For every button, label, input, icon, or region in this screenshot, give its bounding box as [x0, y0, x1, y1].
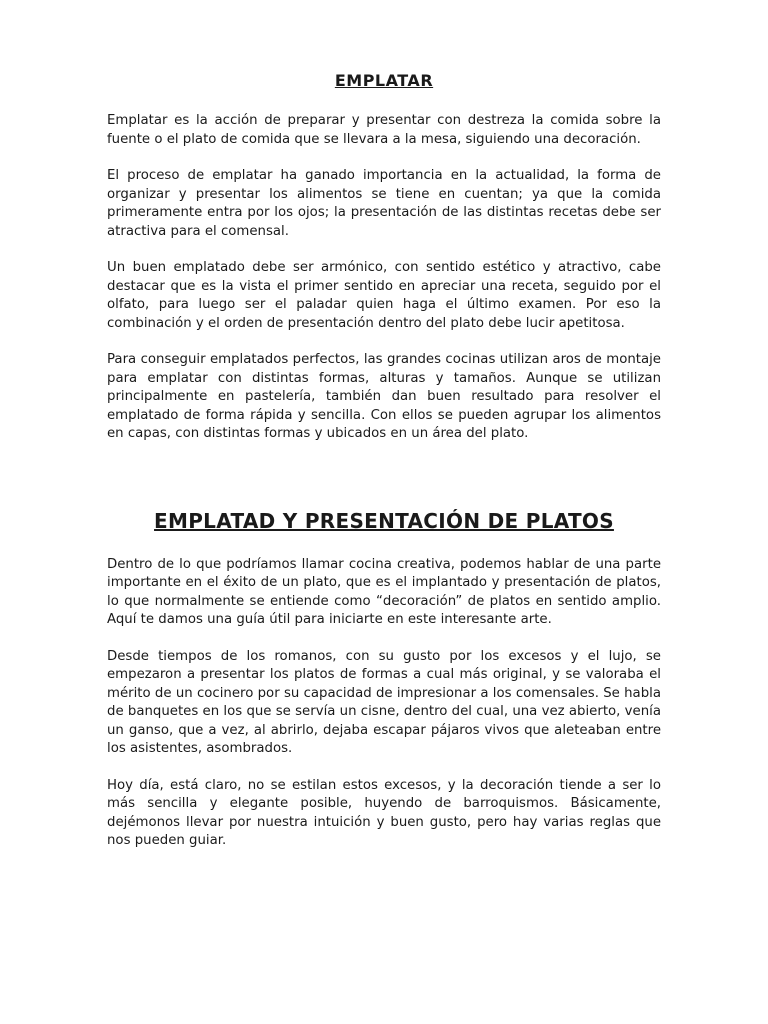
paragraph: Un buen emplatado debe ser armónico, con sentido estético y atractivo, cabe destacar que es la vista el primer sentido en apreciar una receta, seguido por el olfato, para luego ser el paladar quien haga el último examen. Por eso la combinación y el orden de presentación dentro del plato debe lucir apetitosa.	[107, 260, 661, 331]
paragraph: El proceso de emplatar ha ganado importancia en la actualidad, la forma de organizar y presentar los alimentos se tiene en cuentan; ya que la comida primeramente entra por los ojos; la presentación de las distintas recetas debe ser atractiva para el comensal.	[107, 168, 661, 239]
paragraph: Desde tiempos de los romanos, con su gusto por los excesos y el lujo, se empezaron a presentar los platos de formas a cual más original, y se valoraba el mérito de un cocinero por su capacidad de impresionar a los comensales. Se habla de banquetes en los que se servía un cisne, dentro del cual, una vez abierto, venía un ganso, que a vez, al abrirlo, dejaba escapar pájaros vivos que aleteaban entre los asistentes, asombrados.	[107, 648, 661, 756]
paragraph: Para conseguir emplatados perfectos, las grandes cocinas utilizan aros de montaje para emplatar con distintas formas, alturas y tamaños. Aunque se utilizan principalmente en pastelería, también dan buen resultado para resolver el emplatado de forma rápida y sencilla. Con ellos se pueden agrupar los alimentos en capas, con distintas formas y ubicados en un área del plato.	[107, 352, 661, 441]
paragraph: Emplatar es la acción de preparar y presentar con destreza la comida sobre la fuente o el plato de comida que se llevara a la mesa, siguiendo una decoración.	[107, 113, 661, 147]
section-title-emplatar: EMPLATAR	[334, 71, 434, 90]
section-title-presentacion: EMPLATAD Y PRESENTACIÓN DE PLATOS	[154, 508, 614, 533]
document-page	[107, 70, 661, 869]
paragraph: Hoy día, está claro, no se estilan estos excesos, y la decoración tiende a ser lo más sencilla y elegante posible, huyendo de barroquismos. Básicamente, dejémonos llevar por nuestra intuición y buen gusto, pero hay varias reglas que nos pueden guiar.	[107, 777, 661, 848]
paragraph: Dentro de lo que podríamos llamar cocina creativa, podemos hablar de una parte importante en el éxito de un plato, que es el implantado y presentación de platos, lo que normalmente se entiende como “decoración” de platos en sentido amplio. Aquí te damos una guía útil para iniciarte en este interesante arte.	[107, 556, 661, 627]
